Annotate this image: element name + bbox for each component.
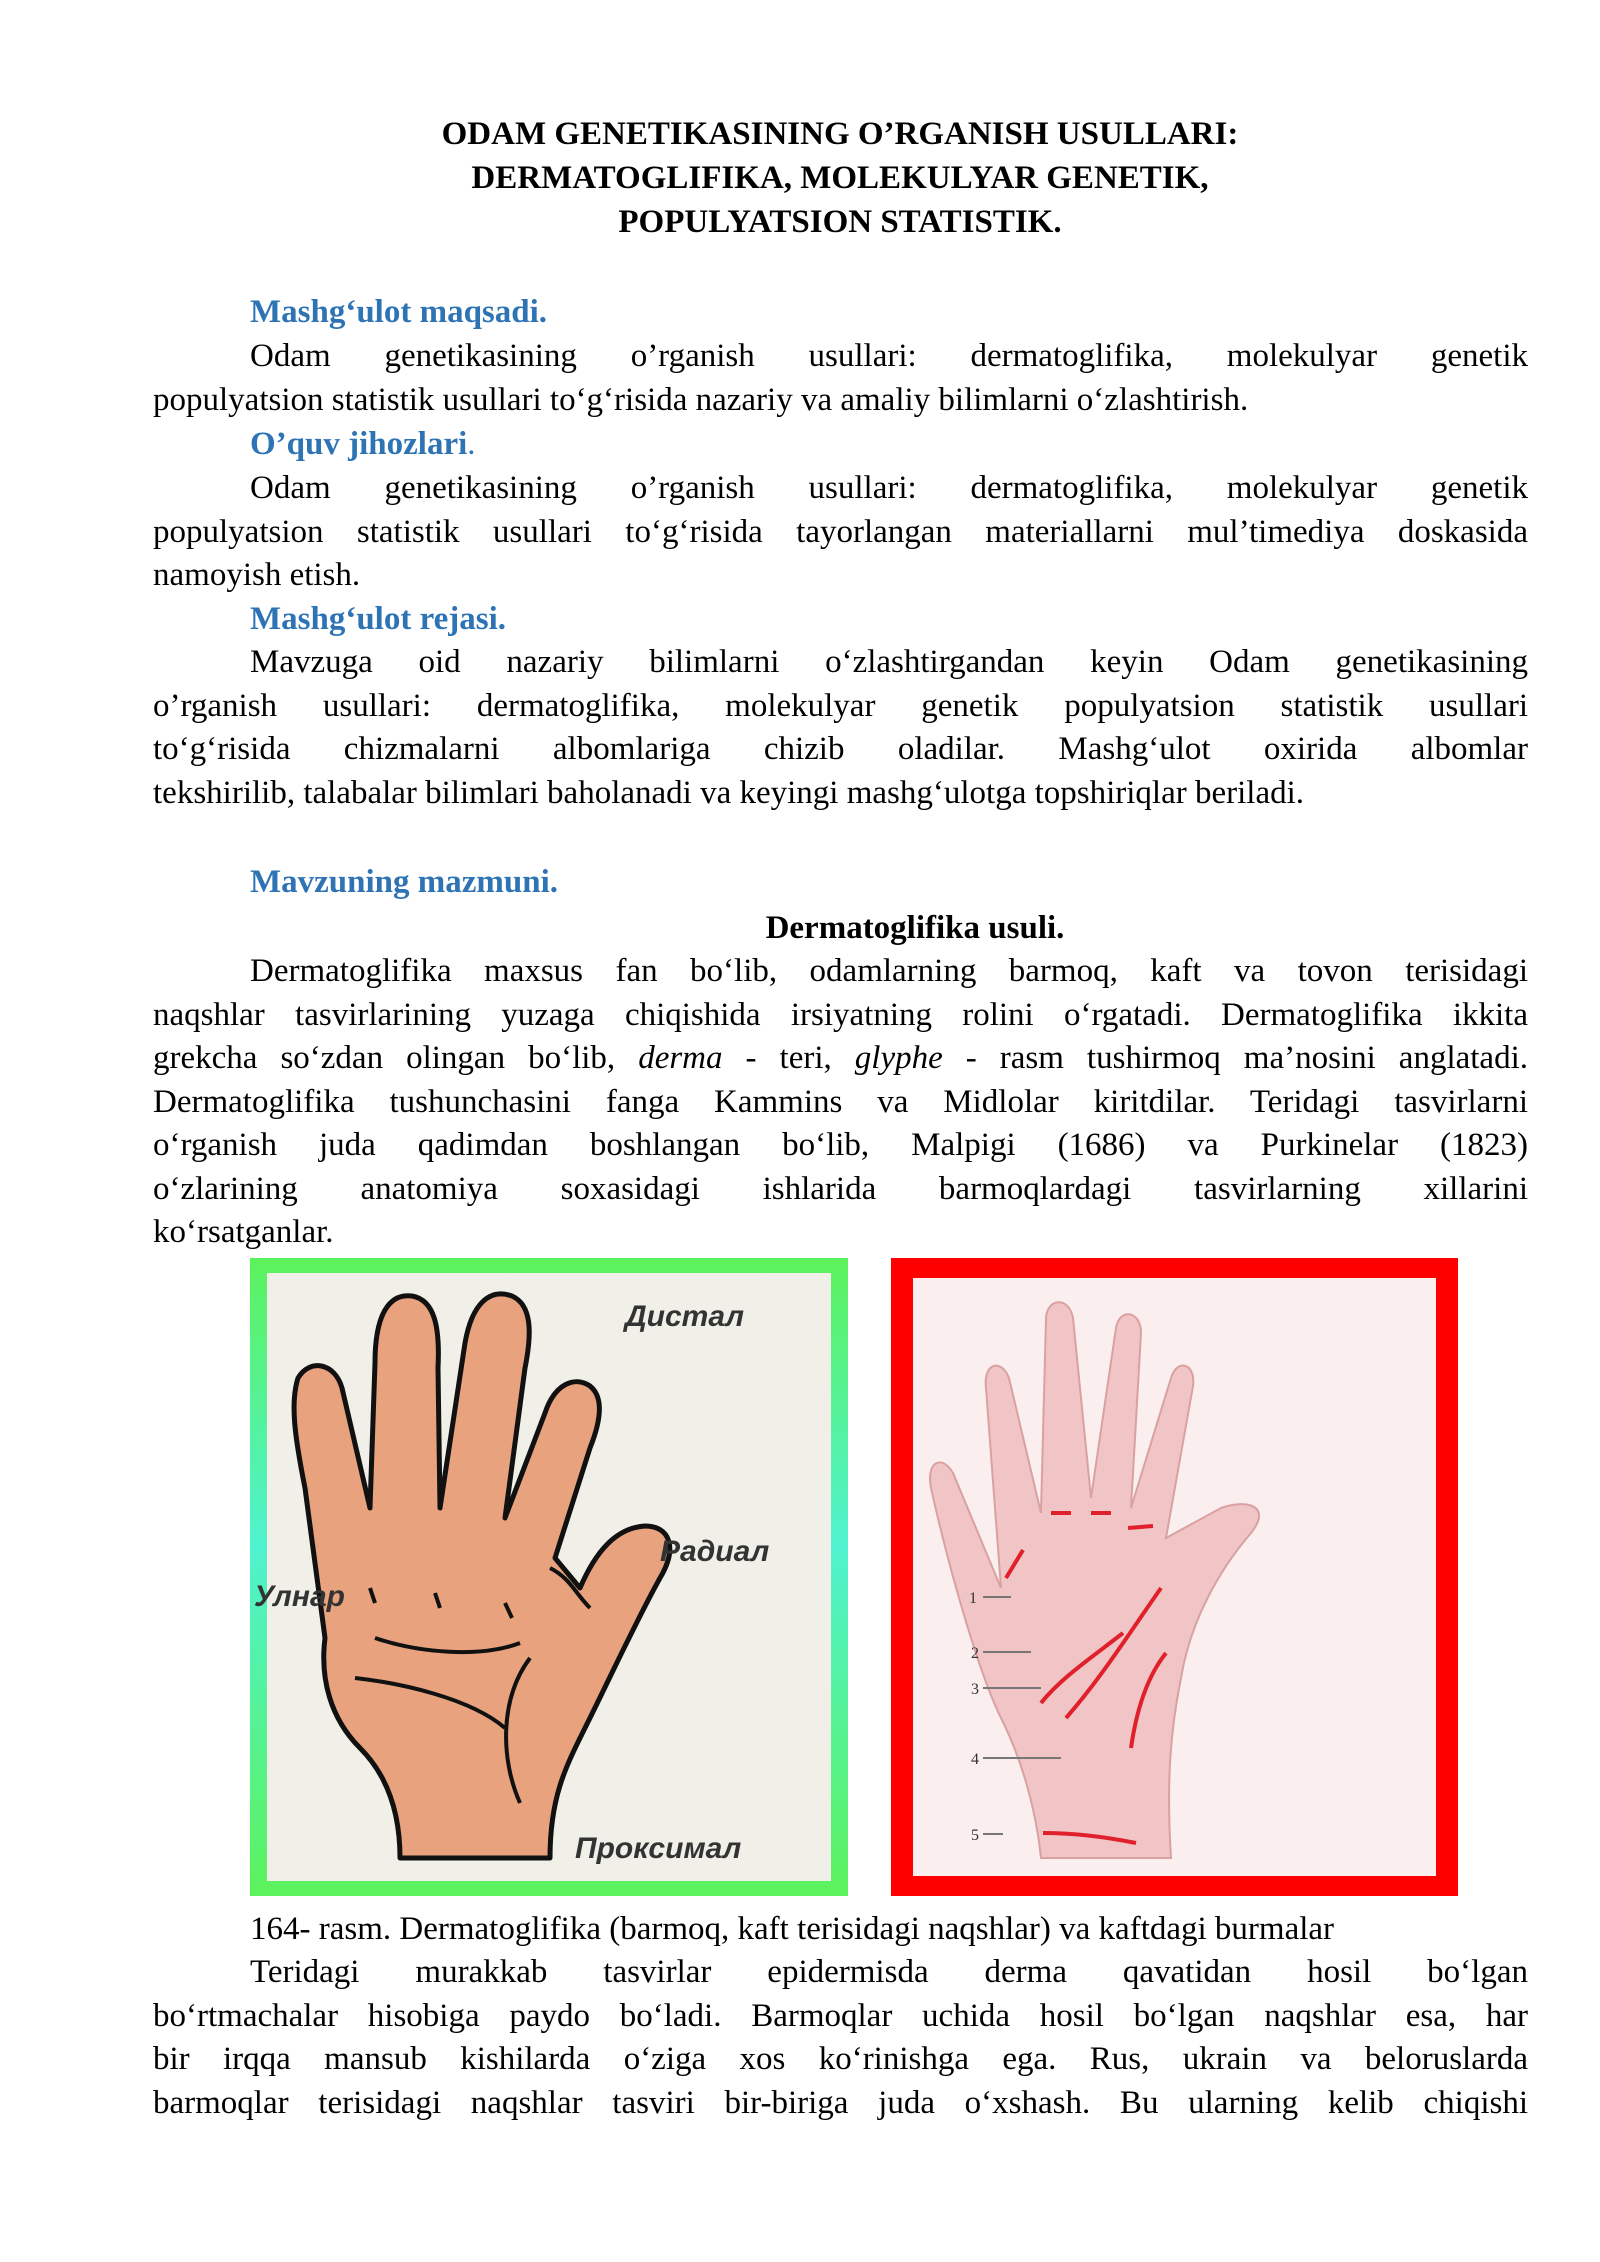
paragraph-line: bo‘rtmachalar hisobiga paydo bo‘ladi. Barmoqlar uchida hosil bo‘lgan naqshlar esa, har [153, 1997, 1528, 2034]
label-ulnar: Улнар [254, 1580, 345, 1613]
paragraph-line: Mavzuga oid nazariy bilimlarni o‘zlashtirgandan keyin Odam genetikasining [250, 644, 1528, 680]
title-line-3: POPULYATSION STATISTIK. [618, 204, 1062, 240]
paragraph-line: naqshlar tasvirlarining yuzaga chiqishida irsiyatning rolini o‘rgatadi. Dermatoglifika ikkita [153, 996, 1528, 1033]
paragraph-maqsad [153, 335, 1528, 422]
paragraph-line: barmoqlar terisidagi naqshlar tasviri bir-biriga juda o‘xshash. Bu ularning kelib chiqishi [153, 2084, 1528, 2121]
line-number-4: 4 [971, 1751, 979, 1768]
paragraph-line: populyatsion statistik usullari to‘g‘risida tayorlangan materiallarni mul’timediya doskasida [153, 513, 1528, 550]
paragraph-line: o‘zlarining anatomiya soxasidagi ishlarida barmoqlardagi tasvirlarning xillarini [153, 1170, 1528, 1207]
figure-hand-drawing [250, 1258, 848, 1896]
paragraph-line: to‘g‘risida chizmalarni albomlariga chizib oladilar. Mashg‘ulot oxirida albomlar [153, 731, 1528, 767]
finger-base-crease [1128, 1526, 1153, 1528]
italic-glyphe: glyphe [854, 1040, 943, 1076]
line-number-5: 5 [971, 1827, 979, 1844]
paragraph-line: o‘rganish juda qadimdan boshlangan bo‘lib, Malpigi (1686) va Purkinelar (1823) [153, 1127, 1528, 1163]
heading-mazmuni: Mavzuning mazmuni. [250, 864, 559, 900]
label-proximal: Проксимал [575, 1832, 742, 1865]
subheading-dermatoglifika: Dermatoglifika usuli. [765, 910, 1065, 946]
document-title [150, 112, 1530, 244]
line-number-2: 2 [971, 1645, 979, 1662]
paragraph-line: Odam genetikasining o’rganish usullari: dermatoglifika, molekulyar genetik [250, 338, 1528, 374]
paragraph-line-italic [153, 1037, 1528, 1081]
paragraph-line: Dermatoglifika maxsus fan bo‘lib, odamlarning barmoq, kaft va tovon terisidagi [250, 953, 1528, 989]
text-run: - rasm tushirmoq ma’nosini anglatadi. [942, 1040, 1528, 1076]
paragraph-line: bir irqqa mansub kishilarda o‘ziga xos ko‘rinishga ega. Rus, ukrain va beloruslarda [153, 2041, 1528, 2077]
paragraph-dermatoglifika [153, 950, 1528, 1255]
paragraph-line: ko‘rsatganlar. [153, 1214, 334, 1250]
text-run: - teri, [722, 1040, 855, 1076]
paragraph-line: o’rganish usullari: dermatoglifika, molekulyar genetik populyatsion statistik usullari [153, 687, 1528, 724]
heading-jihozlar-dot: . [467, 426, 476, 462]
paragraph-reja [153, 641, 1528, 815]
paragraph-line: namoyish etish. [153, 557, 361, 593]
figure-caption: 164- rasm. Dermatoglifika (barmoq, kaft terisidagi naqshlar) va kaftdagi burmalar [250, 1911, 1335, 1947]
paragraph-line: Dermatoglifika tushunchasini fanga Kammins va Midlolar kiritdilar. Teridagi tasvirlarni [153, 1083, 1528, 1120]
label-distal: Дистал [625, 1300, 745, 1333]
paragraph-teridagi [153, 1951, 1528, 2125]
title-line-2: DERMATOGLIFIKA, MOLEKULYAR GENETIK, [471, 160, 1209, 196]
paragraph-jihozlar [153, 467, 1528, 598]
heading-maqsad: Mashg‘ulot maqsadi. [250, 294, 548, 330]
title-line-1: ODAM GENETIKASINING O’RGANISH USULLARI: [441, 116, 1239, 152]
paragraph-line: tekshirilib, talabalar bilimlari baholanadi va keyingi mashg‘ulotga topshiriqlar beriladi. [153, 774, 1305, 811]
paragraph-line: populyatsion statistik usullari to‘g‘risida nazariy va amaliy bilimlarni o‘zlashtirish. [153, 381, 1249, 418]
heading-jihozlar-text: O’quv jihozlari [250, 426, 468, 462]
heading-reja: Mashg‘ulot rejasi. [250, 601, 507, 637]
line-number-3: 3 [971, 1681, 979, 1698]
heading-jihozlar [250, 422, 476, 466]
figure-palm-creases [891, 1258, 1458, 1896]
paragraph-line: Odam genetikasining o’rganish usullari: dermatoglifika, molekulyar genetik [250, 470, 1528, 506]
line-number-1: 1 [969, 1590, 977, 1607]
italic-derma: derma [638, 1040, 723, 1076]
text-run: grekcha so‘zdan olingan bo‘lib, [153, 1040, 639, 1076]
label-radial: Радиал [660, 1535, 770, 1568]
paragraph-line: Teridagi murakkab tasvirlar epidermisda derma qavatidan hosil bo‘lgan [250, 1954, 1528, 1990]
